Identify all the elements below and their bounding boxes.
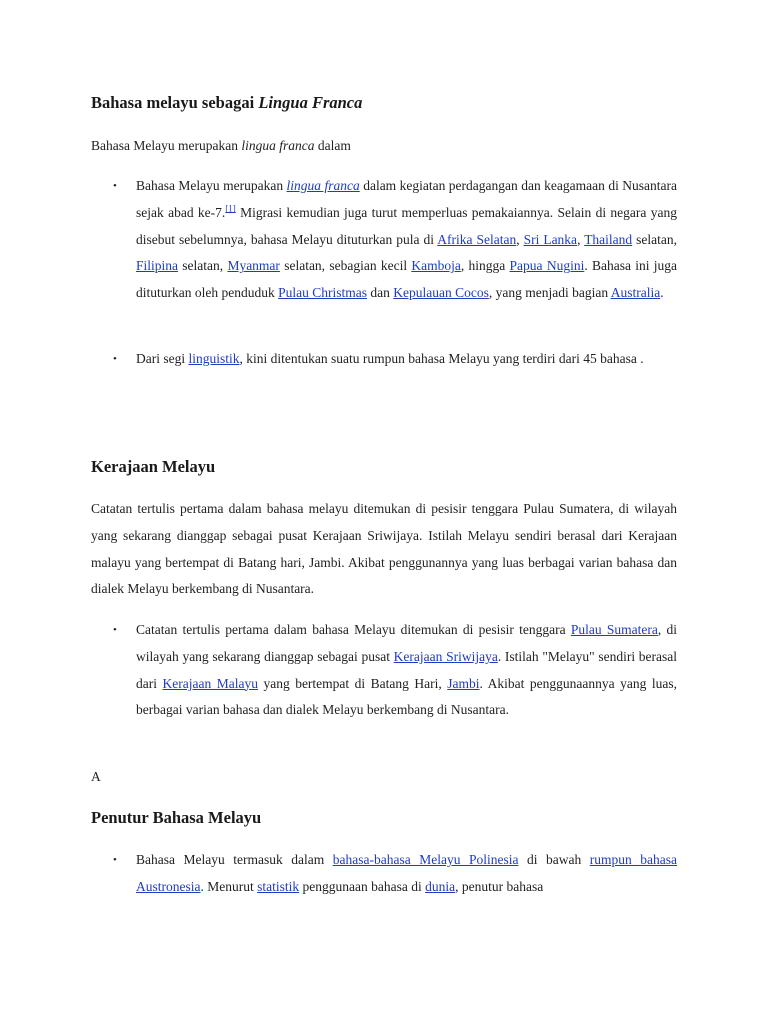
link-statistik[interactable]: statistik bbox=[257, 878, 300, 894]
text-run: , penutur bahasa bbox=[455, 878, 544, 894]
link-australia[interactable]: Australia bbox=[610, 285, 661, 301]
section-heading-lingua-franca bbox=[91, 93, 362, 113]
text-run: Catatan tertulis pertama dalam bahasa Melayu ditemukan di pesisir tenggara bbox=[136, 622, 571, 637]
link-lingua-franca[interactable] bbox=[287, 178, 360, 193]
link-filipina[interactable]: Filipina bbox=[136, 258, 179, 274]
text-run: , bbox=[516, 231, 524, 247]
section-heading-kerajaan-melayu: Kerajaan Melayu bbox=[91, 457, 216, 476]
text-run: di bawah bbox=[518, 852, 590, 867]
link-text: lingua franca bbox=[286, 178, 360, 193]
text-run: , yang menjadi bagian bbox=[488, 285, 611, 301]
text-run: . Akibat penggunaannya yang luas, berbagai varian bahasa dan dialek Melayu berkembang di Nusantara. bbox=[136, 675, 677, 718]
text-run: Migrasi kemudian juga turut memperluas pemakaiannya. Selain di negara yang disebut sebelumnya, bahasa Melayu dituturkan pula di bbox=[136, 204, 677, 247]
text-run: Bahasa Melayu merupakan bbox=[136, 178, 287, 193]
link-afrika-selatan[interactable]: Afrika Selatan bbox=[437, 231, 517, 247]
list-item bbox=[136, 346, 677, 373]
heading-text: Bahasa melayu sebagai bbox=[91, 93, 259, 112]
link-kepulauan-cocos[interactable]: Kepulauan Cocos bbox=[393, 285, 489, 301]
stray-letter: A bbox=[91, 769, 101, 784]
link-thailand[interactable]: Thailand bbox=[584, 231, 633, 247]
bullet-marker: • bbox=[113, 353, 117, 365]
text-run: Dari segi bbox=[136, 351, 189, 366]
link-rumpun-austronesia[interactable]: rumpun bahasa Austronesia bbox=[136, 852, 677, 894]
link-kerajaan-sriwijaya[interactable]: Kerajaan Sriwijaya bbox=[393, 648, 498, 664]
link-kerajaan-malayu[interactable]: Kerajaan Malayu bbox=[162, 675, 258, 691]
link-dunia[interactable]: dunia bbox=[425, 878, 456, 894]
text-run: selatan, bbox=[632, 231, 678, 247]
intro-text-end: dalam bbox=[314, 138, 351, 153]
text-run: . Menurut bbox=[200, 878, 258, 894]
text-run: penggunaan bahasa di bbox=[299, 878, 426, 894]
heading-italic-text: Lingua Franca bbox=[258, 93, 363, 112]
text-run: , hingga bbox=[460, 258, 510, 274]
text-run: selatan, sebagian kecil bbox=[279, 258, 412, 274]
text-run: dan bbox=[367, 285, 394, 301]
link-myanmar[interactable]: Myanmar bbox=[227, 258, 280, 274]
bullet-marker: • bbox=[113, 624, 117, 636]
text-run: . Istilah "Melayu" sendiri berasal dari bbox=[136, 648, 677, 691]
text-run: Bahasa Melayu termasuk dalam bbox=[136, 852, 333, 867]
section-heading-penutur: Penutur Bahasa Melayu bbox=[91, 808, 262, 827]
link-jambi[interactable]: Jambi bbox=[447, 675, 480, 691]
bullet-marker: • bbox=[113, 180, 117, 192]
list-item bbox=[136, 617, 677, 724]
text-run: selatan, bbox=[178, 258, 228, 274]
link-pulau-sumatera[interactable]: Pulau Sumatera bbox=[570, 622, 658, 637]
text-run: . Bahasa ini juga dituturkan oleh penduduk bbox=[136, 258, 678, 301]
link-pulau-christmas[interactable]: Pulau Christmas bbox=[278, 285, 367, 301]
paragraph: Catatan tertulis pertama dalam bahasa melayu ditemukan di pesisir tenggara Pulau Sumatera, di wilayah yang sekarang dianggap sebagai pusat Kerajaan Sriwijaya. Istilah Melayu sendiri berasal dari Kerajaan malayu yang bertempat di Batang hari, Jambi. Akibat penggunannya yang luas berbagai varian bahasa dan dialek Melayu berkembang di Nusantara. bbox=[91, 501, 677, 597]
footnote-link[interactable]: [1] bbox=[225, 203, 236, 214]
intro-italic-text: lingua franca bbox=[241, 138, 315, 153]
link-melayu-polinesia[interactable]: bahasa-bahasa Melayu Polinesia bbox=[332, 852, 519, 867]
list-item bbox=[136, 847, 677, 901]
link-papua-nugini[interactable]: Papua Nugini bbox=[509, 258, 585, 274]
list-item bbox=[136, 173, 677, 307]
link-kamboja[interactable]: Kamboja bbox=[411, 258, 461, 274]
text-run: , kini ditentukan suatu rumpun bahasa Melayu yang terdiri dari 45 bahasa . bbox=[239, 351, 644, 366]
bullet-marker: • bbox=[113, 854, 117, 866]
text-run: yang bertempat di Batang Hari, bbox=[257, 675, 448, 691]
text-run: . bbox=[660, 285, 664, 301]
text-run: , bbox=[577, 231, 585, 247]
intro-paragraph bbox=[91, 133, 677, 160]
intro-text: Bahasa Melayu merupakan bbox=[91, 138, 242, 153]
link-sri-lanka[interactable]: Sri Lanka bbox=[523, 231, 578, 247]
text-run: , di wilayah yang sekarang dianggap sebagai pusat bbox=[136, 622, 677, 664]
text-run: dalam kegiatan perdagangan dan keagamaan di Nusantara sejak abad ke-7. bbox=[136, 178, 677, 220]
link-linguistik[interactable]: linguistik bbox=[188, 351, 240, 366]
